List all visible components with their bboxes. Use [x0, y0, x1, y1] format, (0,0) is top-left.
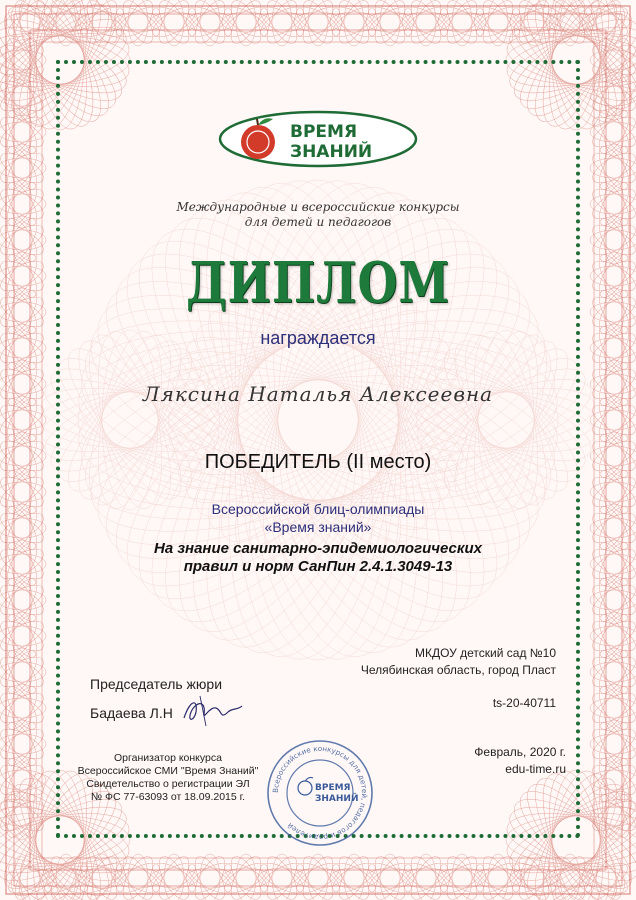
stamp-ring-text: Всероссийские конкурсы для детей, педагогов и родителей — [270, 743, 370, 843]
certificate-code: ts-20-40711 — [492, 696, 556, 710]
logo-text-line1: ВРЕМЯ — [290, 122, 358, 142]
logo-text-line2: ЗНАНИЙ — [290, 142, 373, 162]
institution — [336, 645, 556, 679]
date-block — [436, 744, 566, 778]
issue-date: Февраль, 2020 г. — [474, 745, 566, 759]
olympiad-name — [120, 500, 516, 536]
stamp-center-line1: ВРЕМЯ — [315, 783, 351, 793]
dotted-frame — [56, 60, 580, 838]
awarded-label: награждается — [260, 328, 376, 348]
tagline-line2: для детей и педагогов — [244, 215, 392, 229]
subject-line1: На знание санитарно-эпидемиологических — [154, 540, 482, 557]
stamp-apple-icon — [298, 777, 313, 795]
stamp-center-line2: ЗНАНИЙ — [315, 794, 359, 804]
organizer-line1: Организатор конкурса — [114, 752, 222, 764]
tagline-line1: Международные и всероссийские конкурсы — [176, 200, 460, 214]
rank-text: ПОБЕДИТЕЛЬ (II место) — [204, 451, 432, 473]
olympiad-line1: Всероссийской блиц-олимпиады — [211, 501, 425, 517]
organizer-line4: № ФС 77-63093 от 18.09.2015 г. — [90, 791, 246, 803]
signature-icon — [180, 692, 244, 728]
institution-line1: МКДОУ детский сад №10 — [415, 646, 556, 660]
organizer-line3: Свидетельство о регистрации ЭЛ — [86, 778, 250, 790]
logo — [218, 110, 418, 168]
olympiad-line2: «Время знаний» — [264, 519, 372, 535]
recipient-name: Ляксина Наталья Алексеевна — [142, 382, 494, 406]
tagline — [150, 200, 486, 230]
organizer-info — [70, 752, 266, 804]
round-stamp — [265, 738, 375, 848]
jury-chair-title: Председатель жюри — [90, 676, 223, 692]
diploma-title: ДИПЛОМ — [186, 250, 450, 316]
svg-text:Всероссийские конкурсы для дет — [271, 744, 369, 842]
subject-line2: правил и норм СанПин 2.4.1.3049-13 — [183, 558, 453, 575]
olympiad-subject — [110, 540, 526, 576]
jury-chair-name: Бадаева Л.Н — [90, 705, 173, 721]
organizer-line2: Всероссийское СМИ "Время Знаний" — [77, 765, 259, 777]
institution-line2: Челябинская область, город Пласт — [360, 663, 556, 677]
website-link[interactable]: edu-time.ru — [505, 762, 566, 776]
